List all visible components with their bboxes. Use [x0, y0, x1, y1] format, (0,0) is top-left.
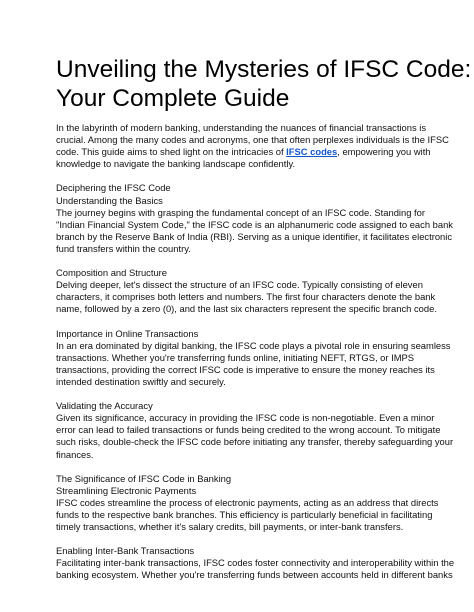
paragraph-line: banking ecosystem. Whether you're transferring funds between accounts held in different banks	[56, 569, 453, 581]
section-inter-bank	[56, 545, 455, 581]
paragraph-line: "Indian Financial System Code," the IFSC code is an alphanumeric code assigned to each bank	[56, 218, 453, 230]
ifsc-codes-link[interactable]: IFSC codes	[286, 146, 338, 158]
paragraph-line: error can lead to failed transactions or funds being credited to the wrong account. To mitigate	[56, 424, 441, 436]
section-composition	[56, 267, 437, 315]
paragraph-line: transactions, providing the correct IFSC code is imperative to ensure the money reaches its	[56, 363, 435, 375]
section-importance	[56, 327, 451, 388]
section-heading: Importance in Online Transactions	[56, 327, 199, 339]
title-line-1: Unveiling the Mysteries of IFSC Code:	[56, 56, 472, 83]
paragraph-line: fund transfers within the country.	[56, 242, 191, 254]
section-significance	[56, 472, 439, 533]
section-deciphering	[56, 182, 453, 255]
intro-line: crucial. Among the many codes and acronyms, one that often perplexes individuals is the IFSC	[56, 134, 449, 146]
paragraph-line: IFSC codes streamline the process of electronic payments, acting as an address that directs	[56, 496, 439, 508]
paragraph-line: funds to the respective bank branches. This efficiency is particularly beneficial in facilitating	[56, 509, 433, 520]
section-heading: Validating the Accuracy	[56, 400, 153, 412]
paragraph-line: Delving deeper, let's dissect the structure of an IFSC code. Typically consisting of eleven	[56, 279, 423, 291]
paragraph-line: The journey begins with grasping the fundamental concept of an IFSC code. Standing for	[56, 206, 425, 218]
section-heading: Enabling Inter-Bank Transactions	[56, 545, 195, 557]
intro-paragraph	[56, 122, 449, 170]
paragraph-line: branch by the Reserve Bank of India (RBI). Serving as a unique identifier, it facilitates electronic	[56, 230, 453, 242]
paragraph-line: finances.	[56, 448, 94, 460]
section-heading: Deciphering the IFSC Code	[56, 182, 171, 194]
paragraph-line: timely transactions, whether it's salary credits, bill payments, or inter-bank transfers.	[56, 521, 404, 533]
section-validating	[56, 400, 454, 460]
title-line-2: Your Complete Guide	[56, 85, 290, 112]
paragraph-line: transactions. Whether you're transferring funds online, initiating NEFT, RTGS, or IMPS	[56, 351, 415, 363]
paragraph-line: name, followed by a zero (0), and the last six characters represent the specific branch code.	[56, 303, 437, 315]
intro-line-with-link	[56, 146, 431, 158]
paragraph-line: characters, it comprises both letters and numbers. The first four characters denote the bank	[56, 291, 436, 303]
paragraph-line: such risks, double-check the IFSC code before initiating any transfer, thereby safeguarding your	[56, 436, 454, 448]
section-heading: The Significance of IFSC Code in Banking	[56, 472, 232, 484]
paragraph-line: Given its significance, accuracy in providing the IFSC code is non-negotiable. Even a minor	[56, 412, 435, 424]
paragraph-line: Facilitating inter-bank transactions, IFSC codes foster connectivity and interoperability within the	[56, 557, 455, 569]
intro-line: knowledge to navigate the banking landscape confidently.	[56, 158, 296, 170]
subsection-heading: Understanding the Basics	[56, 194, 163, 206]
subsection-heading: Streamlining Electronic Payments	[56, 484, 197, 496]
document-body	[56, 122, 455, 594]
intro-text: , empowering you with	[337, 146, 431, 158]
intro-text: code. This guide aims to shed light on the intricacies of	[56, 146, 287, 158]
intro-line: In the labyrinth of modern banking, understanding the nuances of financial transactions is	[56, 122, 427, 133]
paragraph-line: In an era dominated by digital banking, the IFSC code plays a pivotal role in ensuring seamless	[56, 339, 451, 351]
paragraph-line: intended destination swiftly and securely.	[56, 375, 226, 387]
page-title	[56, 55, 472, 113]
section-heading: Composition and Structure	[56, 267, 167, 279]
